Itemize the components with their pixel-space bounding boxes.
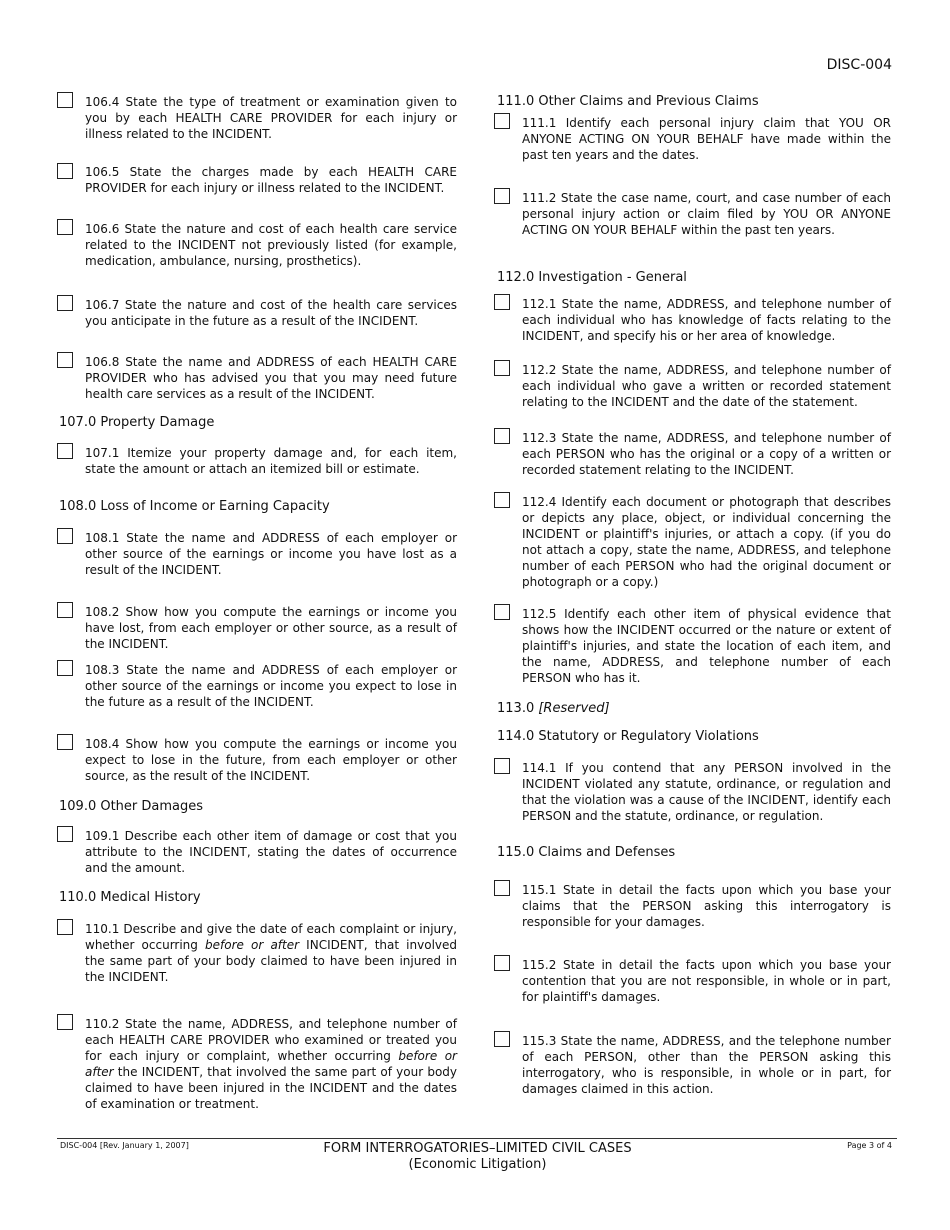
heading-110: 110.0 Medical History xyxy=(59,890,201,905)
checkbox-112-5[interactable] xyxy=(494,604,510,620)
checkbox-111-2[interactable] xyxy=(494,188,510,204)
checkbox-111-1[interactable] xyxy=(494,113,510,129)
item-115-1: 115.1 State in detail the facts upon which you base your claims that the PERSON asking this interrogatory is responsible for your damages. xyxy=(522,883,891,929)
item-110-2-emphasis: before or after xyxy=(85,1049,457,1079)
checkbox-106-4[interactable] xyxy=(57,92,73,108)
item-108-1: 108.1 State the name and ADDRESS of each employer or other source of the earnings or income you have lost as a result of the INCIDENT. xyxy=(85,531,457,577)
item-110-2-text-a: 110.2 State the name, ADDRESS, and telephone number of each HEALTH CARE PROVIDER who examined or treated you for each injury or complaint, whether occurring xyxy=(85,1017,457,1063)
heading-113 xyxy=(497,701,610,717)
footer-title-block xyxy=(275,1141,680,1173)
item-106-6: 106.6 State the nature and cost of each health care service related to the INCIDENT not previously listed (for example, medication, ambulance, nursing, prosthetics). xyxy=(85,222,457,268)
checkbox-108-3[interactable] xyxy=(57,660,73,676)
footer-subtitle: (Economic Litigation) xyxy=(408,1157,547,1172)
item-108-4: 108.4 Show how you compute the earnings or income you expect to lose in the future, from each employer or other source, as the result of the INCIDENT. xyxy=(85,737,457,783)
checkbox-110-2[interactable] xyxy=(57,1014,73,1030)
item-108-3: 108.3 State the name and ADDRESS of each employer or other source of the earnings or income you expect to lose in the future as a result of the INCIDENT. xyxy=(85,663,457,709)
heading-108: 108.0 Loss of Income or Earning Capacity xyxy=(59,499,330,514)
item-115-2: 115.2 State in detail the facts upon which you base your contention that you are not responsible, in whole or in part, for plaintiff's damages. xyxy=(522,958,891,1004)
item-115-3: 115.3 State the name, ADDRESS, and the telephone number of each PERSON, other than the PERSON asking this interrogatory, who is responsible, in whole or in part, for damages claimed in this action. xyxy=(522,1034,891,1096)
item-112-1: 112.1 State the name, ADDRESS, and telephone number of each individual who has knowledge of facts relating to the INCIDENT, and specify his or her area of knowledge. xyxy=(522,297,891,343)
item-110-2-text-b: the INCIDENT, that involved the same part of your body claimed to have been injured in the INCIDENT and the dates of examination or treatment. xyxy=(85,1065,457,1111)
heading-113-reserved: [Reserved] xyxy=(538,701,610,716)
form-code: DISC-004 xyxy=(826,57,892,73)
item-112-2: 112.2 State the name, ADDRESS, and telephone number of each individual who gave a written or recorded statement relating to the INCIDENT and the date of the statement. xyxy=(522,363,891,409)
checkbox-115-2[interactable] xyxy=(494,955,510,971)
footer-title: FORM INTERROGATORIES–LIMITED CIVIL CASES xyxy=(323,1141,632,1156)
checkbox-115-3[interactable] xyxy=(494,1031,510,1047)
heading-115: 115.0 Claims and Defenses xyxy=(497,845,676,860)
checkbox-114-1[interactable] xyxy=(494,758,510,774)
item-110-1-text-b: INCIDENT, that involved the same part of your body claimed to have been injured in the INCIDENT. xyxy=(85,938,458,984)
item-112-4: 112.4 Identify each document or photograph that describes or depicts any place, object, or individual concerning the INCIDENT or plaintiff's injuries, or attach a copy. (if you do not attach a copy, state the name, ADDRESS, and telephone number of each PERSON who had the original document or photograph or a copy.) xyxy=(522,495,891,589)
heading-112: 112.0 Investigation - General xyxy=(497,270,687,285)
item-111-2: 111.2 State the case name, court, and case number of each personal injury action or claim filed by YOU OR ANYONE ACTING ON YOUR BEHALF within the past ten years. xyxy=(522,191,891,237)
item-111-1: 111.1 Identify each personal injury claim that YOU OR ANYONE ACTING ON YOUR BEHALF have made within the past ten years and the dates. xyxy=(522,116,891,162)
item-110-1 xyxy=(85,921,457,985)
item-106-8: 106.8 State the name and ADDRESS of each HEALTH CARE PROVIDER who has advised you that you may need future health care services as a result of the INCIDENT. xyxy=(85,355,457,401)
checkbox-110-1[interactable] xyxy=(57,919,73,935)
footer-page-number: Page 3 of 4 xyxy=(847,1141,892,1150)
checkbox-112-4[interactable] xyxy=(494,492,510,508)
item-106-4: 106.4 State the type of treatment or examination given to you by each HEALTH CARE PROVIDER for each injury or illness related to the INCIDENT. xyxy=(85,95,457,141)
item-106-5: 106.5 State the charges made by each HEALTH CARE PROVIDER for each injury or illness related to the INCIDENT. xyxy=(85,165,457,195)
checkbox-107-1[interactable] xyxy=(57,443,73,459)
item-114-1: 114.1 If you contend that any PERSON involved in the INCIDENT violated any statute, ordinance, or regulation and that the violation was a cause of the INCIDENT, identify each PERSON and the statute, ordinance, or regulation. xyxy=(522,761,891,823)
item-112-5: 112.5 Identify each other item of physical evidence that shows how the INCIDENT occurred or the nature or extent of plaintiff's injuries, and state the location of each item, and the name, ADDRESS, and telephone number of each PERSON who has it. xyxy=(522,607,891,685)
footer-rule xyxy=(57,1138,897,1139)
heading-111: 111.0 Other Claims and Previous Claims xyxy=(497,94,759,109)
heading-113-number: 113.0 xyxy=(497,701,535,716)
checkbox-106-6[interactable] xyxy=(57,219,73,235)
checkbox-109-1[interactable] xyxy=(57,826,73,842)
item-109-1: 109.1 Describe each other item of damage or cost that you attribute to the INCIDENT, stating the dates of occurrence and the amount. xyxy=(85,829,457,875)
checkbox-112-3[interactable] xyxy=(494,428,510,444)
footer-revision: DISC-004 [Rev. January 1, 2007] xyxy=(60,1141,189,1150)
item-107-1: 107.1 Itemize your property damage and, for each item, state the amount or attach an itemized bill or estimate. xyxy=(85,446,457,476)
checkbox-108-2[interactable] xyxy=(57,602,73,618)
checkbox-106-5[interactable] xyxy=(57,163,73,179)
checkbox-112-2[interactable] xyxy=(494,360,510,376)
heading-109: 109.0 Other Damages xyxy=(59,799,204,814)
item-110-2 xyxy=(85,1016,457,1112)
item-112-3: 112.3 State the name, ADDRESS, and telephone number of each PERSON who has the original or a copy of a written or recorded statement relating to the INCIDENT. xyxy=(522,431,891,477)
checkbox-106-8[interactable] xyxy=(57,352,73,368)
item-110-1-text-a: 110.1 Describe and give the date of each complaint or injury, whether occurring xyxy=(85,922,457,952)
checkbox-115-1[interactable] xyxy=(494,880,510,896)
heading-114: 114.0 Statutory or Regulatory Violations xyxy=(497,729,759,744)
item-108-2: 108.2 Show how you compute the earnings or income you have lost, from each employer or other source, as a result of the INCIDENT. xyxy=(85,605,457,651)
item-106-7: 106.7 State the nature and cost of the health care services you anticipate in the future as a result of the INCIDENT. xyxy=(85,298,457,328)
checkbox-108-1[interactable] xyxy=(57,528,73,544)
checkbox-108-4[interactable] xyxy=(57,734,73,750)
heading-107: 107.0 Property Damage xyxy=(59,415,215,430)
item-110-1-emphasis: before or after xyxy=(205,938,300,952)
checkbox-106-7[interactable] xyxy=(57,295,73,311)
checkbox-112-1[interactable] xyxy=(494,294,510,310)
